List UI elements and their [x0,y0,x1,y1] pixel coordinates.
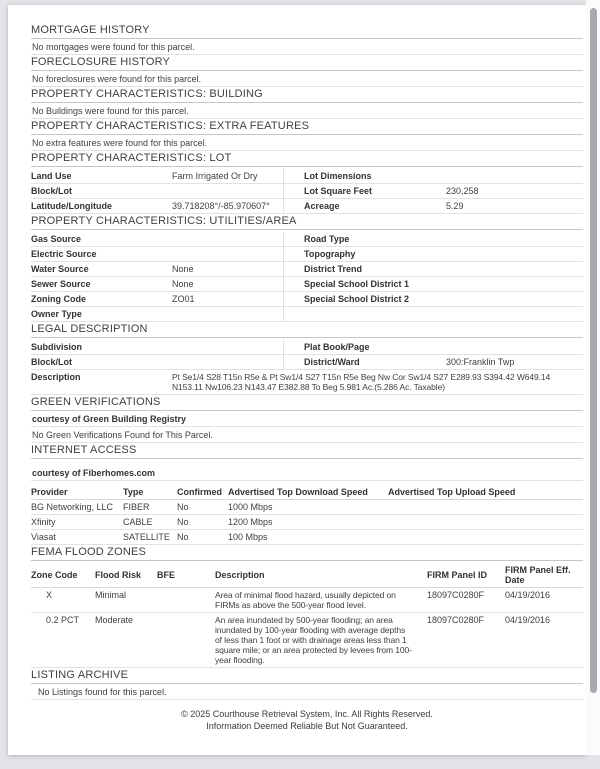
table-cell: 100 Mbps [228,532,268,542]
field-label: Description [31,372,81,382]
table-header-row [31,485,583,500]
table-row [31,232,583,247]
column-header: FIRM Panel ID [427,570,488,580]
table-row [31,500,583,515]
section-title-foreclosure-history: FORECLOSURE HISTORY [31,57,583,71]
field-value: ZO01 [172,294,195,304]
flood-zone-description: Area of minimal flood hazard, usually depicted on FIRMs as above the 500-year flood level. [215,590,396,610]
field-label: Block/Lot [31,186,73,196]
field-label [304,309,446,319]
column-header: Advertised Top Upload Speed [388,487,516,497]
field-label: Special School District 2 [304,294,410,304]
column-header: BFE [157,570,175,580]
field-value: 5.29 [446,201,464,211]
field-label: Water Source [31,264,89,274]
column-header: FIRM Panel Eff. Date [505,565,571,585]
field-value [172,249,283,259]
internet-table [31,485,583,545]
column-header: Zone Code [31,570,78,580]
utilities-table [31,232,583,322]
table-cell [388,502,583,512]
scrollbar-track[interactable] [586,0,600,755]
field-value: 39.718208°/-85.970607° [172,201,270,211]
table-row [31,340,583,355]
foreclosure-history-empty-message: No foreclosures were found for this parcel. [31,71,583,87]
table-cell: Viasat [31,532,56,542]
field-value [446,171,583,181]
table-cell: 1000 Mbps [228,502,273,512]
table-row [31,262,583,277]
flood-zone-description: An area inundated by 500-year flooding; an area inundated by 100-year flooding with average depths of less than 1 foot or with drainage areas less than 1 square mile; or an area protected by levees from 100- year flooding. [215,615,412,665]
field-value: None [172,264,194,274]
section-title-fema-flood-zones: FEMA FLOOD ZONES [31,547,583,561]
table-cell: FIBER [123,502,150,512]
table-row [31,199,583,214]
column-header: Provider [31,487,68,497]
section-title-building: PROPERTY CHARACTERISTICS: BUILDING [31,89,583,103]
table-row [31,613,583,668]
field-value: None [172,279,194,289]
table-row [31,530,583,545]
field-value [446,234,583,244]
section-title-green-verifications: GREEN VERIFICATIONS [31,397,583,411]
table-row [31,588,583,613]
field-value [172,357,283,367]
field-value [172,234,283,244]
field-value [446,249,583,259]
field-label: Plat Book/Page [304,342,370,352]
lot-table [31,169,583,214]
table-cell: Minimal [95,590,127,600]
table-cell: SATELLITE [123,532,170,542]
report-page [8,5,586,755]
field-label: Special School District 1 [304,279,410,289]
field-value [446,279,583,289]
green-courtesy-line: courtesy of Green Building Registry [31,411,583,427]
table-cell [388,532,583,542]
column-header: Flood Risk [95,570,142,580]
field-label: Block/Lot [31,357,73,367]
table-row [31,169,583,184]
section-title-legal-description: LEGAL DESCRIPTION [31,324,583,338]
legal-description-text: Pt Se1/4 S28 T15n R5e & Pt Sw1/4 S27 T15n R5e Beg Nw Cor Sw1/4 S27 E289.93 S394.42 W649.14 N153.11 Nw106.23 N143.47 E382.88 To Beg 5.981 Ac.(5.286 Ac. Taxable) [172,372,551,392]
section-title-utilities-area: PROPERTY CHARACTERISTICS: UTILITIES/AREA [31,216,583,230]
table-cell: No [177,532,189,542]
column-header: Advertised Top Download Speed [228,487,368,497]
table-row [31,355,583,370]
table-row [31,292,583,307]
table-cell: 18097C0280F [427,590,485,600]
table-cell: 1200 Mbps [228,517,273,527]
mortgage-history-empty-message: No mortgages were found for this parcel. [31,39,583,55]
field-value [446,309,583,319]
section-title-listing-archive: LISTING ARCHIVE [31,670,583,684]
field-value [446,264,583,274]
table-cell: No [177,517,189,527]
field-value: 300:Franklin Twp [446,357,515,367]
field-value [172,309,283,319]
table-row [31,515,583,530]
listing-archive-empty-message: No Listings found for this parcel. [31,684,583,700]
table-cell: 04/19/2016 [505,615,551,625]
field-label: Road Type [304,234,350,244]
table-cell: BG Networking, LLC [31,502,114,512]
table-header-row [31,563,583,588]
table-cell: X [46,590,53,600]
table-cell: 18097C0280F [427,615,485,625]
table-cell: 04/19/2016 [505,590,551,600]
fema-table [31,563,583,668]
copyright-line: © 2025 Courthouse Retrieval System, Inc. All Rights Reserved. [181,709,433,719]
field-label: Electric Source [31,249,97,259]
table-cell: Moderate [95,615,134,625]
column-header: Description [215,570,265,580]
field-label: Lot Square Feet [304,186,373,196]
field-label: Sewer Source [31,279,91,289]
section-title-extra-features: PROPERTY CHARACTERISTICS: EXTRA FEATURES [31,121,583,135]
field-value [446,294,583,304]
table-cell: Xfinity [31,517,56,527]
field-label: Gas Source [31,234,82,244]
field-label: Owner Type [31,309,82,319]
section-title-mortgage-history: MORTGAGE HISTORY [31,25,583,39]
table-row [31,184,583,199]
table-row [31,247,583,262]
building-empty-message: No Buildings were found for this parcel. [31,103,583,119]
legal-table [31,340,583,395]
table-row [31,307,583,322]
field-label: Topography [304,249,356,259]
field-label: Land Use [31,171,72,181]
extra-features-empty-message: No extra features were found for this parcel. [31,135,583,151]
table-cell: 0.2 PCT [46,615,80,625]
field-label: Acreage [304,201,340,211]
table-row [31,277,583,292]
internet-courtesy-line: courtesy of Fiberhomes.com [31,465,583,481]
disclaimer-line: Information Deemed Reliable But Not Guaranteed. [206,721,408,731]
column-header: Confirmed [177,487,222,497]
field-label: Lot Dimensions [304,171,372,181]
green-empty-message: No Green Verifications Found for This Parcel. [31,427,583,443]
field-label: District/Ward [304,357,360,367]
field-label: Latitude/Longitude [31,201,112,211]
field-label: Subdivision [31,342,83,352]
field-label: Zoning Code [31,294,86,304]
table-row [31,370,583,395]
section-title-internet-access: INTERNET ACCESS [31,445,583,459]
field-value [172,186,283,196]
scrollbar-thumb[interactable] [590,8,597,693]
copyright-footer [31,708,583,732]
section-title-lot: PROPERTY CHARACTERISTICS: LOT [31,153,583,167]
field-value [172,342,283,352]
column-header: Type [123,487,144,497]
field-value: 230,258 [446,186,479,196]
table-cell: No [177,502,189,512]
table-cell: CABLE [123,517,153,527]
table-cell [388,517,583,527]
field-value: Farm Irrigated Or Dry [172,171,258,181]
field-label: District Trend [304,264,363,274]
field-value [446,342,583,352]
